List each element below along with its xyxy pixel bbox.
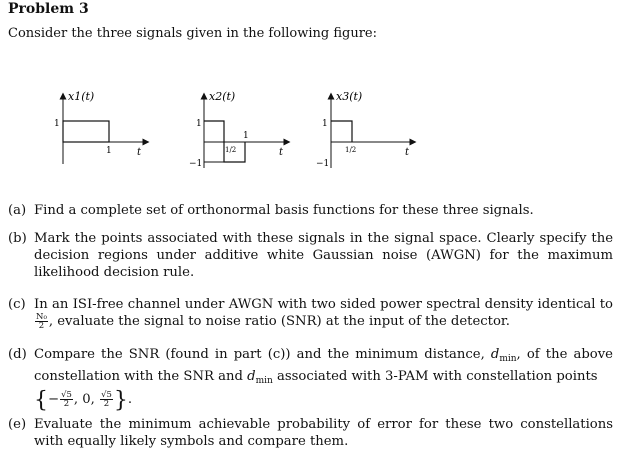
x3-tick-half: 1/2 xyxy=(345,146,357,154)
part-a xyxy=(8,202,613,219)
x2-label: x2(t) xyxy=(209,90,236,103)
plot-x2 xyxy=(189,90,287,169)
part-b xyxy=(8,230,613,281)
part-c-label: (c) xyxy=(8,297,26,312)
psd-numerator: N₀ xyxy=(36,312,47,322)
psd-fraction xyxy=(35,313,48,330)
signals-figure xyxy=(0,82,620,192)
x2-t-label: t xyxy=(279,147,284,158)
x1-tick-one: 1 xyxy=(54,119,60,129)
part-b-text: Mark the points associated with these signals in the signal space. Clearly specify the decision regions under additive white Gaussian noise (AWGN) for the maximum likelihood decision rule. xyxy=(34,231,613,280)
plot-x1 xyxy=(54,90,146,164)
part-d xyxy=(8,346,613,413)
part-c-text-a: In an ISI-free channel under AWGN with two sided power spectral density identical to xyxy=(34,297,613,312)
part-d-text-a: Compare the SNR (found in part (c)) and the minimum distance, xyxy=(34,347,485,362)
pam-constellation-set: {− $\frac{√5}{2}$ , 0, $\frac{√5}{2}$ }. xyxy=(34,388,133,413)
dmin-symbol-2: $d_{min}$ xyxy=(247,369,273,386)
part-c xyxy=(8,296,613,330)
set-neg-frac: $\frac{√5}{2}$ xyxy=(61,390,72,409)
problem-intro: Consider the three signals given in the following figure: xyxy=(8,26,377,41)
part-b-label: (b) xyxy=(8,231,27,246)
part-c-text-b: , evaluate the signal to noise ratio (SNR) at the input of the detector. xyxy=(48,314,510,329)
x2-tick-one: 1 xyxy=(196,119,202,129)
x1-t-label: t xyxy=(137,147,142,158)
dmin-symbol-1: $d_{min}$ xyxy=(490,347,517,364)
x2-tick-minus: −1 xyxy=(189,159,203,169)
x2-tick-x: 1 xyxy=(243,131,249,141)
x1-pulse xyxy=(63,121,109,142)
set-pos-frac: $\frac{√5}{2}$ xyxy=(101,390,112,409)
part-d-label: (d) xyxy=(8,347,27,362)
part-e xyxy=(8,416,613,450)
set-zero: 0 xyxy=(82,392,91,407)
x3-tick-minus: −1 xyxy=(316,159,330,169)
x3-t-label: t xyxy=(405,147,410,158)
x3-tick-one: 1 xyxy=(322,119,328,129)
x3-pulse xyxy=(331,121,352,142)
part-e-label: (e) xyxy=(8,417,27,432)
problem-title: Problem 3 xyxy=(8,1,89,17)
part-a-text: Find a complete set of orthonormal basis functions for these three signals. xyxy=(34,203,534,218)
part-d-text-b: , of the above constellation with the SNR and xyxy=(34,347,613,384)
part-a-label: (a) xyxy=(8,203,27,218)
part-c-text xyxy=(34,296,613,330)
x1-tick-x: 1 xyxy=(106,146,112,156)
part-d-text xyxy=(34,346,613,413)
psd-denominator: 2 xyxy=(38,321,45,331)
part-e-text: Evaluate the minimum achievable probability of error for these two constellations with equally likely symbols and compare them. xyxy=(34,417,613,449)
part-d-text-c: associated with 3-PAM with constellation points xyxy=(276,369,598,384)
x3-label: x3(t) xyxy=(336,90,363,103)
x2-tick-half: 1/2 xyxy=(225,146,237,154)
plot-x3 xyxy=(316,90,413,169)
x1-label: x1(t) xyxy=(68,90,95,103)
